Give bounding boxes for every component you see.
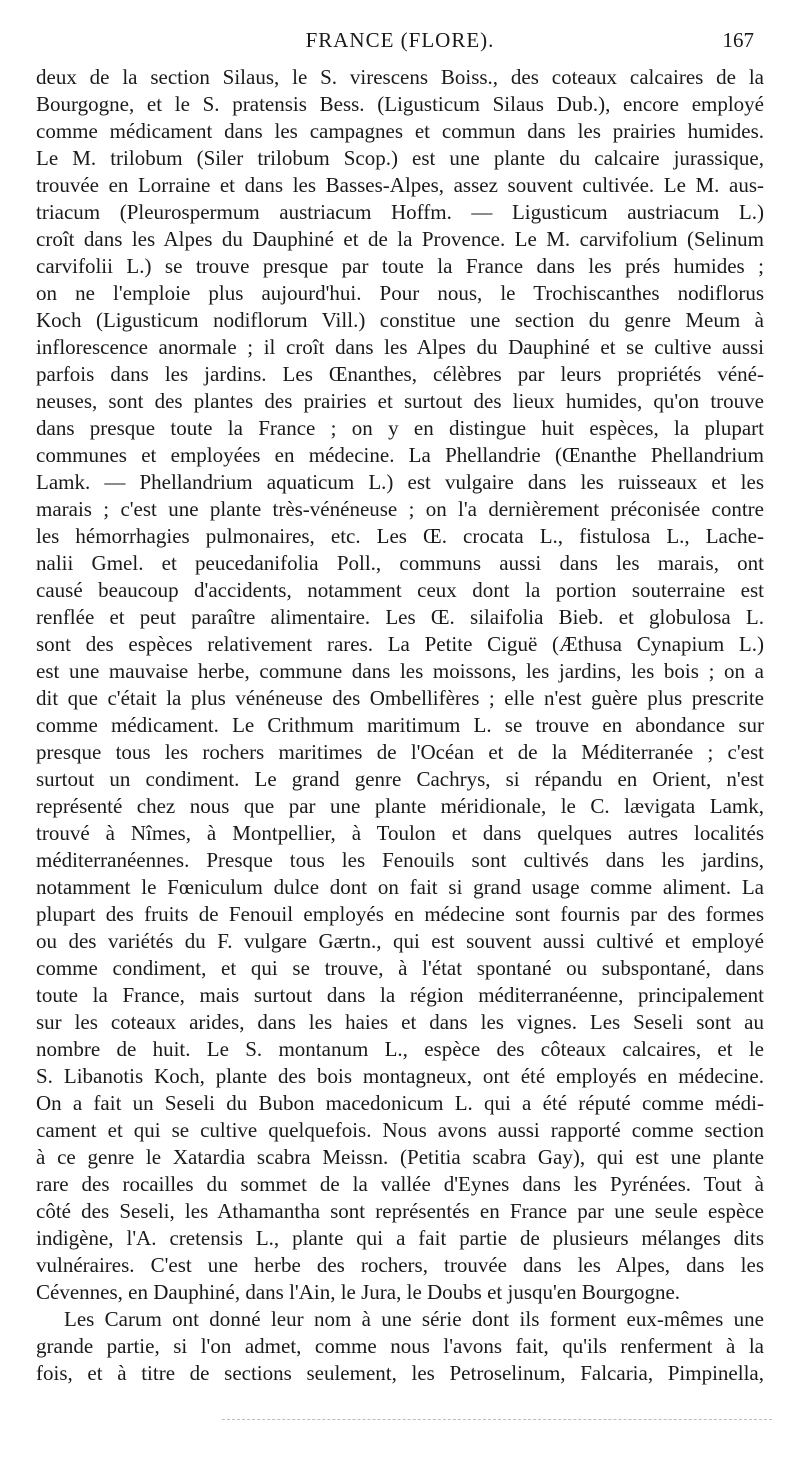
text-line: trouvée en Lorraine et dans les Basses-Alpes, assez souvent cultivée. Le M. aus- (36, 173, 764, 197)
text-line: communes et employées en médecine. La Phellandrie (Œnanthe Phellandrium (36, 443, 764, 467)
text-line: à ce genre le Xatardia scabra Meissn. (Petitia scabra Gay), qui est une plante (36, 1145, 764, 1169)
text-line: plupart des fruits de Fenouil employés en médecine sont fournis par des formes (36, 902, 764, 926)
text-line: fois, et à titre de sections seulement, les Petroselinum, Falcaria, Pimpinella, (36, 1361, 764, 1385)
text-line: inflorescence anormale ; il croît dans les Alpes du Dauphiné et se cultive aussi (36, 335, 764, 359)
text-line: causé beaucoup d'accidents, notamment ceux dont la portion souterraine est (36, 578, 764, 602)
text-line: trouvé à Nîmes, à Montpellier, à Toulon et dans quelques autres localités (36, 821, 764, 845)
text-line: les hémorrhagies pulmonaires, etc. Les Œ. crocata L., fistulosa L., Lache- (36, 524, 764, 548)
text-line: Le M. trilobum (Siler trilobum Scop.) est une plante du calcaire jurassique, (36, 146, 764, 170)
text-line: parfois dans les jardins. Les Œnanthes, célèbres par leurs propriétés véné- (36, 362, 764, 386)
text-line: nalii Gmel. et peucedanifolia Poll., communs aussi dans les marais, ont (36, 551, 764, 575)
text-line: comme médicament dans les campagnes et commun dans les prairies humides. (36, 119, 764, 143)
text-line: dit que c'était la plus vénéneuse des Ombellifères ; elle n'est guère plus prescrite (36, 686, 764, 710)
text-line: deux de la section Silaus, le S. virescens Boiss., des coteaux calcaires de la (36, 65, 764, 89)
text-line: Bourgogne, et le S. pratensis Bess. (Ligusticum Silaus Dub.), encore employé (36, 92, 764, 116)
text-line: S. Libanotis Koch, plante des bois montagneux, ont été employés en médecine. (36, 1064, 764, 1088)
text-line: Koch (Ligusticum nodiflorum Vill.) constitue une section du genre Meum à (36, 308, 764, 332)
text-line: Cévennes, en Dauphiné, dans l'Ain, le Jura, le Doubs et jusqu'en Bourgogne. (36, 1280, 681, 1304)
text-line: surtout un condiment. Le grand genre Cachrys, si répandu en Orient, n'est (36, 767, 764, 791)
text-line: Lamk. — Phellandrium aquaticum L.) est vulgaire dans les ruisseaux et les (36, 470, 764, 494)
text-line: est une mauvaise herbe, commune dans les moissons, les jardins, les bois ; on a (36, 659, 764, 683)
text-line: carvifolii L.) se trouve presque par toute la France dans les prés humides ; (36, 254, 764, 278)
text-line: méditerranéennes. Presque tous les Fenouils sont cultivés dans les jardins, (36, 848, 764, 872)
text-line: On a fait un Seseli du Bubon macedonicum L. qui a été réputé comme médi- (36, 1091, 764, 1115)
text-line: représenté chez nous que par une plante méridionale, le C. lævigata Lamk, (36, 794, 764, 818)
text-line: vulnéraires. C'est une herbe des rochers, trouvée dans les Alpes, dans les (36, 1253, 764, 1277)
text-line: rare des rocailles du sommet de la vallée d'Eynes dans les Pyrénées. Tout à (36, 1172, 764, 1196)
text-line: on ne l'emploie plus aujourd'hui. Pour nous, le Trochiscanthes nodiflorus (36, 281, 764, 305)
footer-rule (222, 1419, 772, 1420)
text-line: toute la France, mais surtout dans la région méditerranéenne, principalement (36, 983, 764, 1007)
text-line: notamment le Fœniculum dulce dont on fait si grand usage comme aliment. La (36, 875, 764, 899)
text-line: comme condiment, et qui se trouve, à l'état spontané ou subspontané, dans (36, 956, 764, 980)
page-number: 167 (722, 28, 754, 52)
body-text (36, 64, 764, 1387)
text-line: renflée et peut paraître alimentaire. Les Œ. silaifolia Bieb. et globulosa L. (36, 605, 764, 629)
page-header (36, 28, 764, 64)
text-line: indigène, l'A. cretensis L., plante qui a fait partie de plusieurs mélanges dits (36, 1226, 764, 1250)
paragraph-first-line: Les Carum ont donné leur nom à une série dont ils forment eux-mêmes une (64, 1307, 764, 1331)
text-line: cament et qui se cultive quelquefois. Nous avons aussi rapporté comme section (36, 1118, 764, 1142)
text-line: nombre de huit. Le S. montanum L., espèce des côteaux calcaires, et le (36, 1037, 764, 1061)
text-line: croît dans les Alpes du Dauphiné et de la Provence. Le M. carvifolium (Selinum (36, 227, 764, 251)
text-line: dans presque toute la France ; on y en distingue huit espèces, la plupart (36, 416, 764, 440)
text-line: presque tous les rochers maritimes de l'Océan et de la Méditerranée ; c'est (36, 740, 764, 764)
text-line: triacum (Pleurospermum austriacum Hoffm. — Ligusticum austriacum L.) (36, 200, 764, 224)
text-line: comme médicament. Le Crithmum maritimum L. se trouve en abondance sur (36, 713, 764, 737)
running-title: FRANCE (FLORE). (305, 28, 495, 52)
text-line: grande partie, si l'on admet, comme nous l'avons fait, qu'ils renferment à la (36, 1334, 764, 1358)
text-line: côté des Seseli, les Athamantha sont représentés en France par une seule espèce (36, 1199, 764, 1223)
text-line: ou des variétés du F. vulgare Gærtn., qui est souvent aussi cultivé et employé (36, 929, 764, 953)
text-line: sur les coteaux arides, dans les haies et dans les vignes. Les Seseli sont au (36, 1010, 764, 1034)
text-line: marais ; c'est une plante très-vénéneuse ; on l'a dernièrement préconisée contre (36, 497, 764, 521)
text-line: sont des espèces relativement rares. La Petite Ciguë (Æthusa Cynapium L.) (36, 632, 764, 656)
text-line: neuses, sont des plantes des prairies et surtout des lieux humides, qu'on trouve (36, 389, 764, 413)
